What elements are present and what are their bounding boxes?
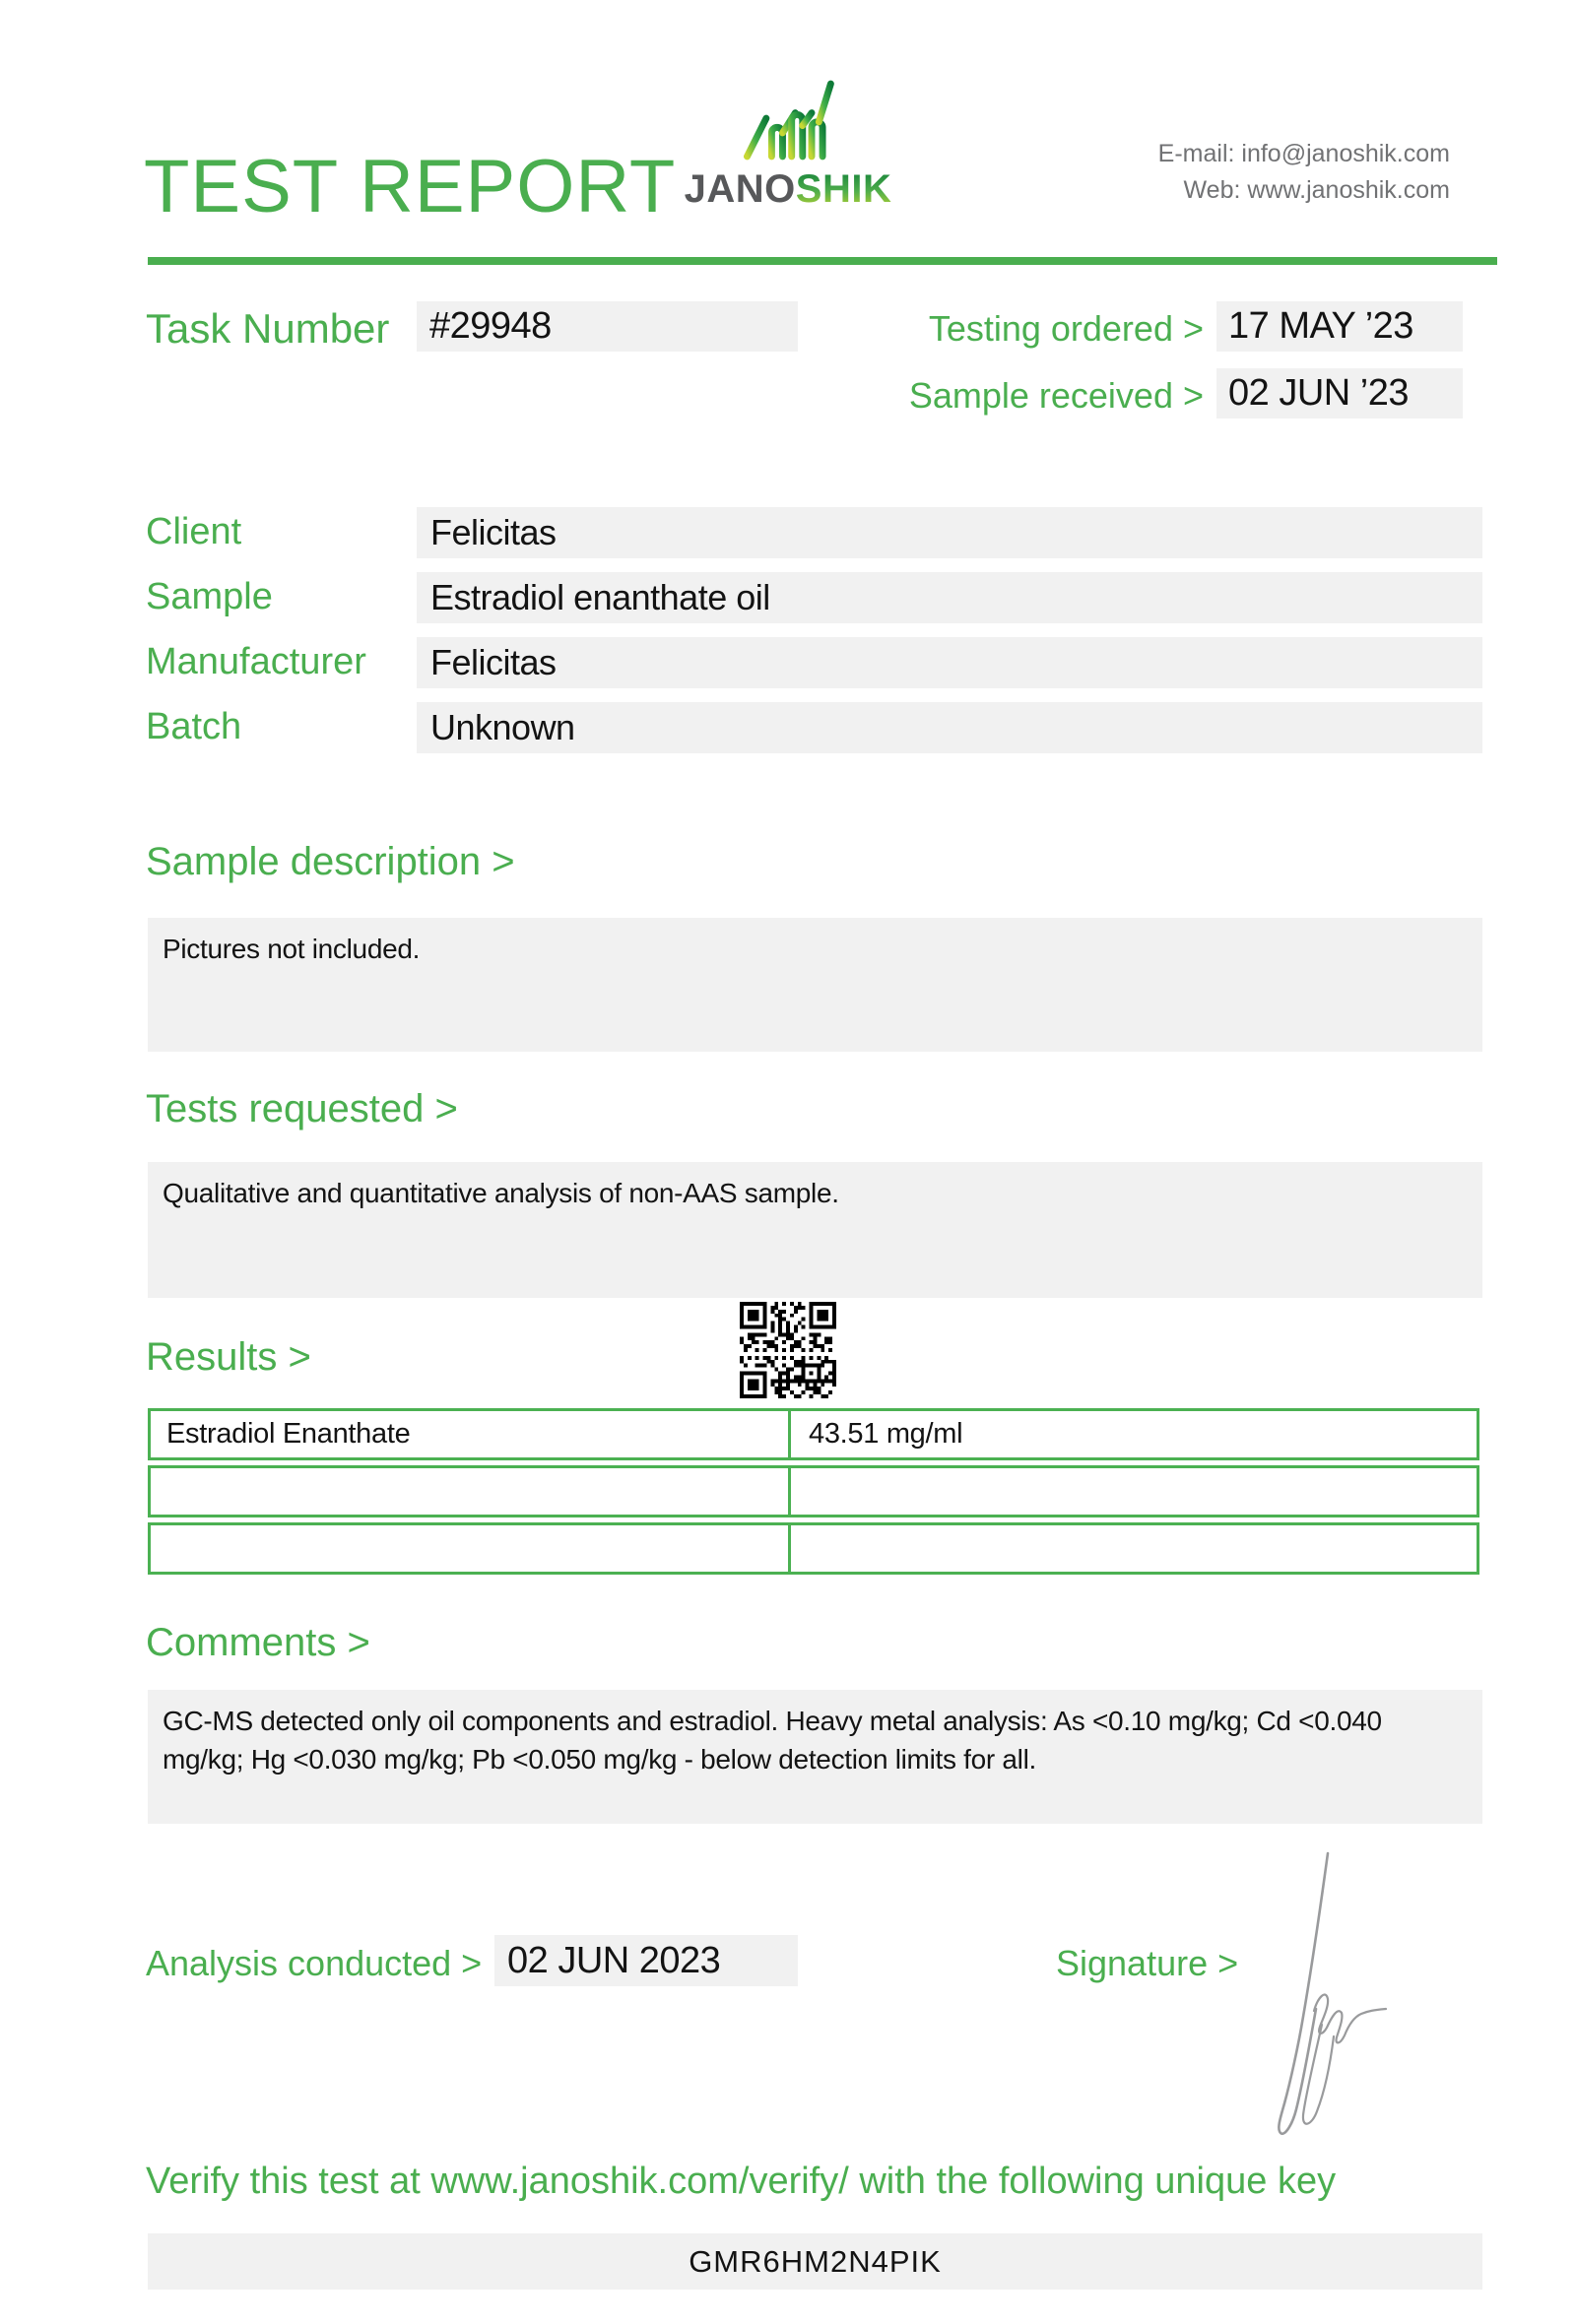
analysis-date-field	[494, 1935, 798, 1986]
sample-description-box	[148, 918, 1482, 1052]
tests-requested-text: Qualitative and quantitative analysis of non-AAS sample.	[163, 1178, 839, 1208]
contact-block	[1158, 136, 1450, 209]
sample-value: Estradiol enanthate oil	[430, 577, 770, 617]
sample-label: Sample	[146, 576, 273, 617]
results-analyte-cell	[151, 1525, 791, 1572]
comments-text: GC-MS detected only oil components and estradiol. Heavy metal analysis: As <0.10 mg/kg; Cd <0.040 mg/kg; Hg <0.030 mg/kg; Pb <0.050 mg/kg - below detection limits for all.	[163, 1706, 1382, 1775]
task-number-value: #29948	[429, 305, 552, 347]
comments-heading: Comments >	[146, 1621, 370, 1664]
header-divider	[148, 257, 1497, 265]
qr-code	[740, 1302, 836, 1398]
comments-box	[148, 1690, 1482, 1824]
results-table-row	[148, 1522, 1479, 1575]
manufacturer-field	[417, 637, 1482, 688]
sample-received-value: 02 JUN ’23	[1228, 372, 1409, 414]
sample-received-label: Sample received >	[908, 375, 1204, 416]
sample-description-text: Pictures not included.	[163, 934, 421, 964]
tests-requested-box	[148, 1162, 1482, 1298]
testing-ordered-value: 17 MAY ’23	[1228, 305, 1413, 347]
brand-shik: SHIK	[795, 167, 892, 211]
client-field	[417, 507, 1482, 558]
sample-description-heading: Sample description >	[146, 840, 515, 883]
brand-jano: JANO	[684, 167, 796, 211]
batch-field	[417, 702, 1482, 753]
sample-received-field	[1216, 368, 1463, 419]
tests-requested-heading: Tests requested >	[146, 1087, 458, 1130]
results-analyte-cell	[151, 1468, 791, 1515]
janoshik-chart-logo-icon	[741, 77, 835, 163]
results-table-row	[148, 1465, 1479, 1517]
results-analyte: Estradiol Enanthate	[166, 1418, 411, 1450]
contact-web: Web: www.janoshik.com	[1183, 176, 1450, 204]
sample-field	[417, 572, 1482, 623]
signature-label: Signature >	[1056, 1943, 1239, 1983]
manufacturer-label: Manufacturer	[146, 641, 366, 682]
batch-value: Unknown	[430, 707, 575, 747]
manufacturer-value: Felicitas	[430, 642, 557, 682]
client-value: Felicitas	[430, 512, 557, 552]
contact-email: E-mail: info@janoshik.com	[1157, 140, 1450, 167]
results-heading: Results >	[146, 1335, 311, 1379]
analysis-conducted-label: Analysis conducted >	[146, 1943, 483, 1983]
results-value-cell	[791, 1411, 1477, 1457]
testing-ordered-label: Testing ordered >	[928, 308, 1204, 349]
results-value: 43.51 mg/ml	[809, 1418, 963, 1450]
results-table	[148, 1408, 1479, 1580]
results-value-cell	[791, 1525, 1477, 1572]
task-number-label: Task Number	[146, 305, 390, 352]
batch-label: Batch	[146, 706, 242, 747]
results-value-cell	[791, 1468, 1477, 1515]
results-analyte-cell	[151, 1411, 791, 1457]
handwritten-signature	[1271, 1849, 1413, 2137]
verify-key-field	[148, 2233, 1482, 2290]
client-label: Client	[146, 511, 242, 552]
verify-instruction: Verify this test at www.janoshik.com/verify/ with the following unique key	[146, 2161, 1337, 2202]
brand-wordmark	[630, 167, 946, 212]
testing-ordered-field	[1216, 301, 1463, 352]
page-title: TEST REPORT	[144, 145, 677, 228]
verify-key-value: GMR6HM2N4PIK	[689, 2243, 942, 2279]
analysis-date-value: 02 JUN 2023	[507, 1939, 721, 1981]
results-table-row	[148, 1408, 1479, 1460]
task-number-field	[417, 301, 798, 352]
